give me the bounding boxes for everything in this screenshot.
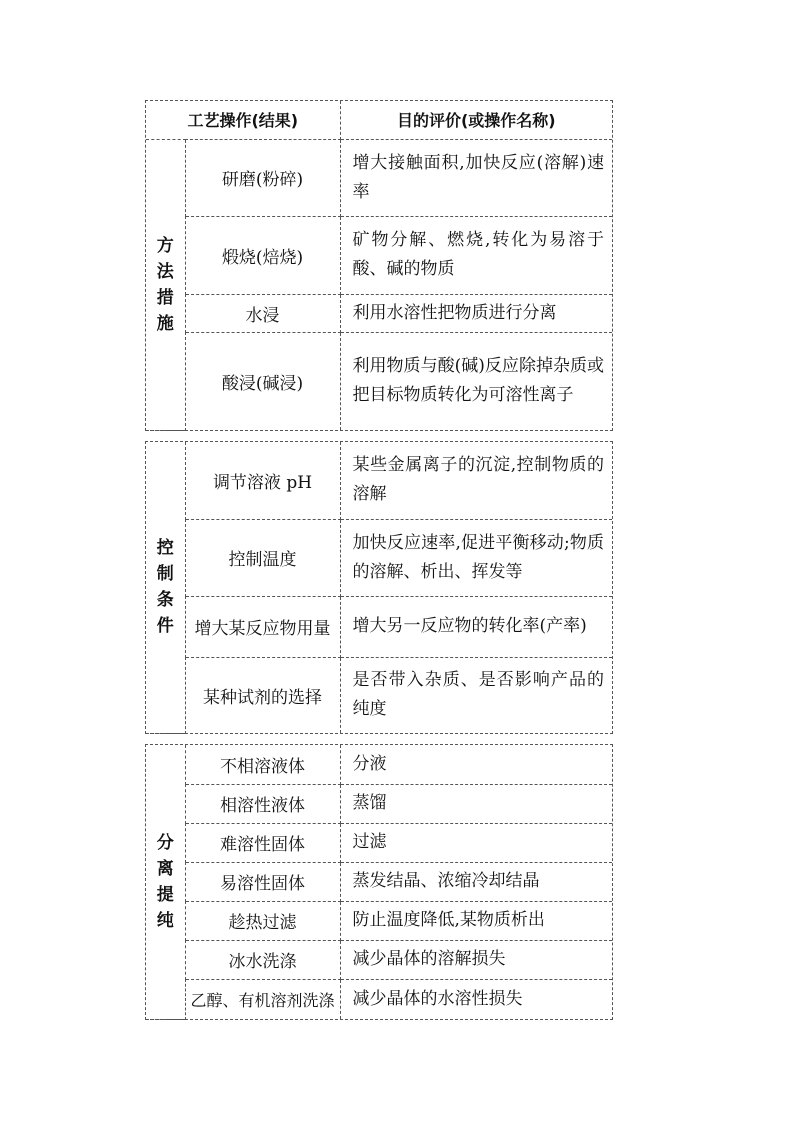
purpose-cell: 是否带入杂质、是否影响产品的纯度 [340,657,612,733]
purpose-cell: 分液 [340,745,612,784]
operation-cell: 增大某反应物用量 [185,596,340,657]
table-block-methods [145,100,613,431]
operation-cell: 调节溶液 pH [185,442,340,519]
category-label: 分离提纯 [156,832,174,931]
purpose-cell: 矿物分解、燃烧,转化为易溶于酸、碱的物质 [340,216,612,294]
table-row [146,294,612,332]
operation-cell: 不相溶液体 [185,745,340,784]
category-cell [146,745,185,1019]
conditions-table [146,442,612,734]
category-cell [146,139,185,430]
operation-cell: 控制温度 [185,519,340,596]
separation-table [146,745,612,1020]
operation-cell: 乙醇、有机溶剂洗涤 [185,979,340,1019]
operation-cell: 某种试剂的选择 [185,657,340,733]
purpose-cell: 防止温度降低,某物质析出 [340,901,612,940]
purpose-cell: 蒸馏 [340,784,612,823]
operation-cell: 煅烧(焙烧) [185,216,340,294]
table-row [146,823,612,862]
operation-cell: 趁热过滤 [185,901,340,940]
table-row [146,139,612,216]
table-row [146,596,612,657]
table-row [146,745,612,784]
purpose-cell: 蒸发结晶、浓缩冷却结晶 [340,862,612,901]
table-block-separation [145,744,613,1020]
methods-table [146,101,612,431]
table-row [146,332,612,430]
purpose-cell: 某些金属离子的沉淀,控制物质的溶解 [340,442,612,519]
operation-cell: 研磨(粉碎) [185,139,340,216]
purpose-cell: 增大接触面积,加快反应(溶解)速率 [340,139,612,216]
operation-cell: 水浸 [185,294,340,332]
operation-cell: 相溶性液体 [185,784,340,823]
category-cell [146,442,185,733]
purpose-cell: 利用物质与酸(碱)反应除掉杂质或把目标物质转化为可溶性离子 [340,332,612,430]
purpose-cell: 加快反应速率,促进平衡移动;物质的溶解、析出、挥发等 [340,519,612,596]
table-row [146,862,612,901]
operation-cell: 难溶性固体 [185,823,340,862]
table-row [146,442,612,519]
table-row [146,979,612,1019]
purpose-cell: 过滤 [340,823,612,862]
operation-cell: 易溶性固体 [185,862,340,901]
category-label: 方法措施 [156,235,174,334]
header-col1: 工艺操作(结果) [146,101,340,139]
table-row [146,940,612,979]
table-row [146,216,612,294]
table-row [146,519,612,596]
header-row [146,101,612,139]
category-label: 控制条件 [156,538,174,637]
operation-cell: 冰水洗涤 [185,940,340,979]
table-row [146,901,612,940]
table-row [146,657,612,733]
purpose-cell: 增大另一反应物的转化率(产率) [340,596,612,657]
purpose-cell: 减少晶体的溶解损失 [340,940,612,979]
purpose-cell: 减少晶体的水溶性损失 [340,979,612,1019]
table-block-conditions [145,441,613,734]
operation-cell: 酸浸(碱浸) [185,332,340,430]
header-col2: 目的评价(或操作名称) [340,101,612,139]
table-row [146,784,612,823]
purpose-cell: 利用水溶性把物质进行分离 [340,294,612,332]
